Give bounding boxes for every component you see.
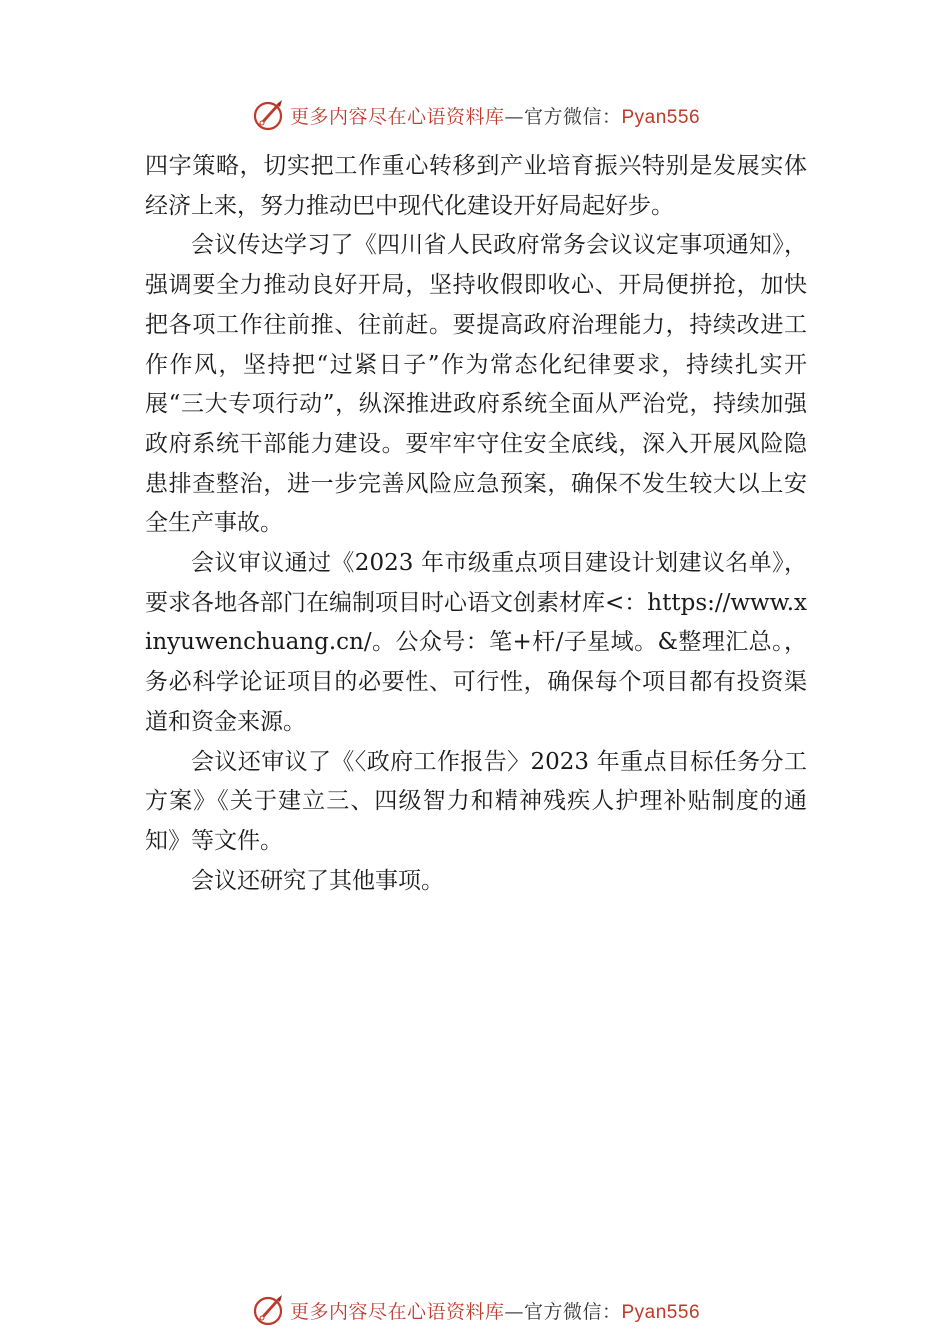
watermark-site-text: 更多内容尽在心语资料库 — [289, 105, 505, 128]
watermark-text — [290, 102, 700, 129]
paragraph-5: 会议还研究了其他事项。 — [191, 867, 444, 894]
paragraph-2: 会议传达学习了《四川省人民政府常务会议议定事项通知》，强调要全力推动良好开局，坚持收假即收心、开局便拼抢，加快把各项工作往前推、往前赶。要提高政府治理能力，持续改进工作作风，坚持把“过紧日子”作为常态化纪律要求，持续扎实开展“三大专项行动”，纵深推进政府系统全面从严治党，持续加强政府系统干部能力建设。要牢牢守住安全底线，深入开展风险隐患排查整治，进一步完善风险应急预案，确保不发生较大以上安全生产事故。 — [145, 232, 807, 537]
watermark-wechat-label: 官方微信： — [523, 1300, 622, 1323]
paragraph-3: 会议审议通过《2023 年市级重点项目建设计划建议名单》，要求各地各部门在编制项目时心语文创素材库<：https://www.xinyuwenchuang.cn/。公众号：笔+杆/子星域。&整理汇总。，务必科学论证项目的必要性、可行性，确保每个项目都有投资渠道和资金来源。 — [145, 550, 807, 735]
watermark-wechat-label: 官方微信： — [523, 105, 622, 128]
watermark-dash: — — [504, 1300, 524, 1323]
watermark-wechat-id: Pyan556 — [621, 1301, 701, 1323]
paragraph-1: 四字策略，切实把工作重心转移到产业培育振兴特别是发展实体经济上来，努力推动巴中现代化建设开好局起好步。 — [145, 153, 807, 219]
footer-watermark-banner — [0, 1290, 950, 1330]
header-watermark-banner — [0, 95, 950, 135]
paragraph-4: 会议还审议了《〈政府工作报告〉2023 年重点目标任务分工方案》《关于建立三、四级智力和精神残疾人护理补贴制度的通知》等文件。 — [145, 748, 807, 854]
quill-pen-logo-icon — [250, 1292, 286, 1328]
document-body — [145, 147, 807, 901]
watermark-dash: — — [504, 105, 524, 128]
watermark-text — [290, 1297, 700, 1324]
quill-pen-logo-icon — [250, 97, 286, 133]
watermark-wechat-id: Pyan556 — [621, 106, 701, 128]
watermark-site-text: 更多内容尽在心语资料库 — [289, 1300, 505, 1323]
